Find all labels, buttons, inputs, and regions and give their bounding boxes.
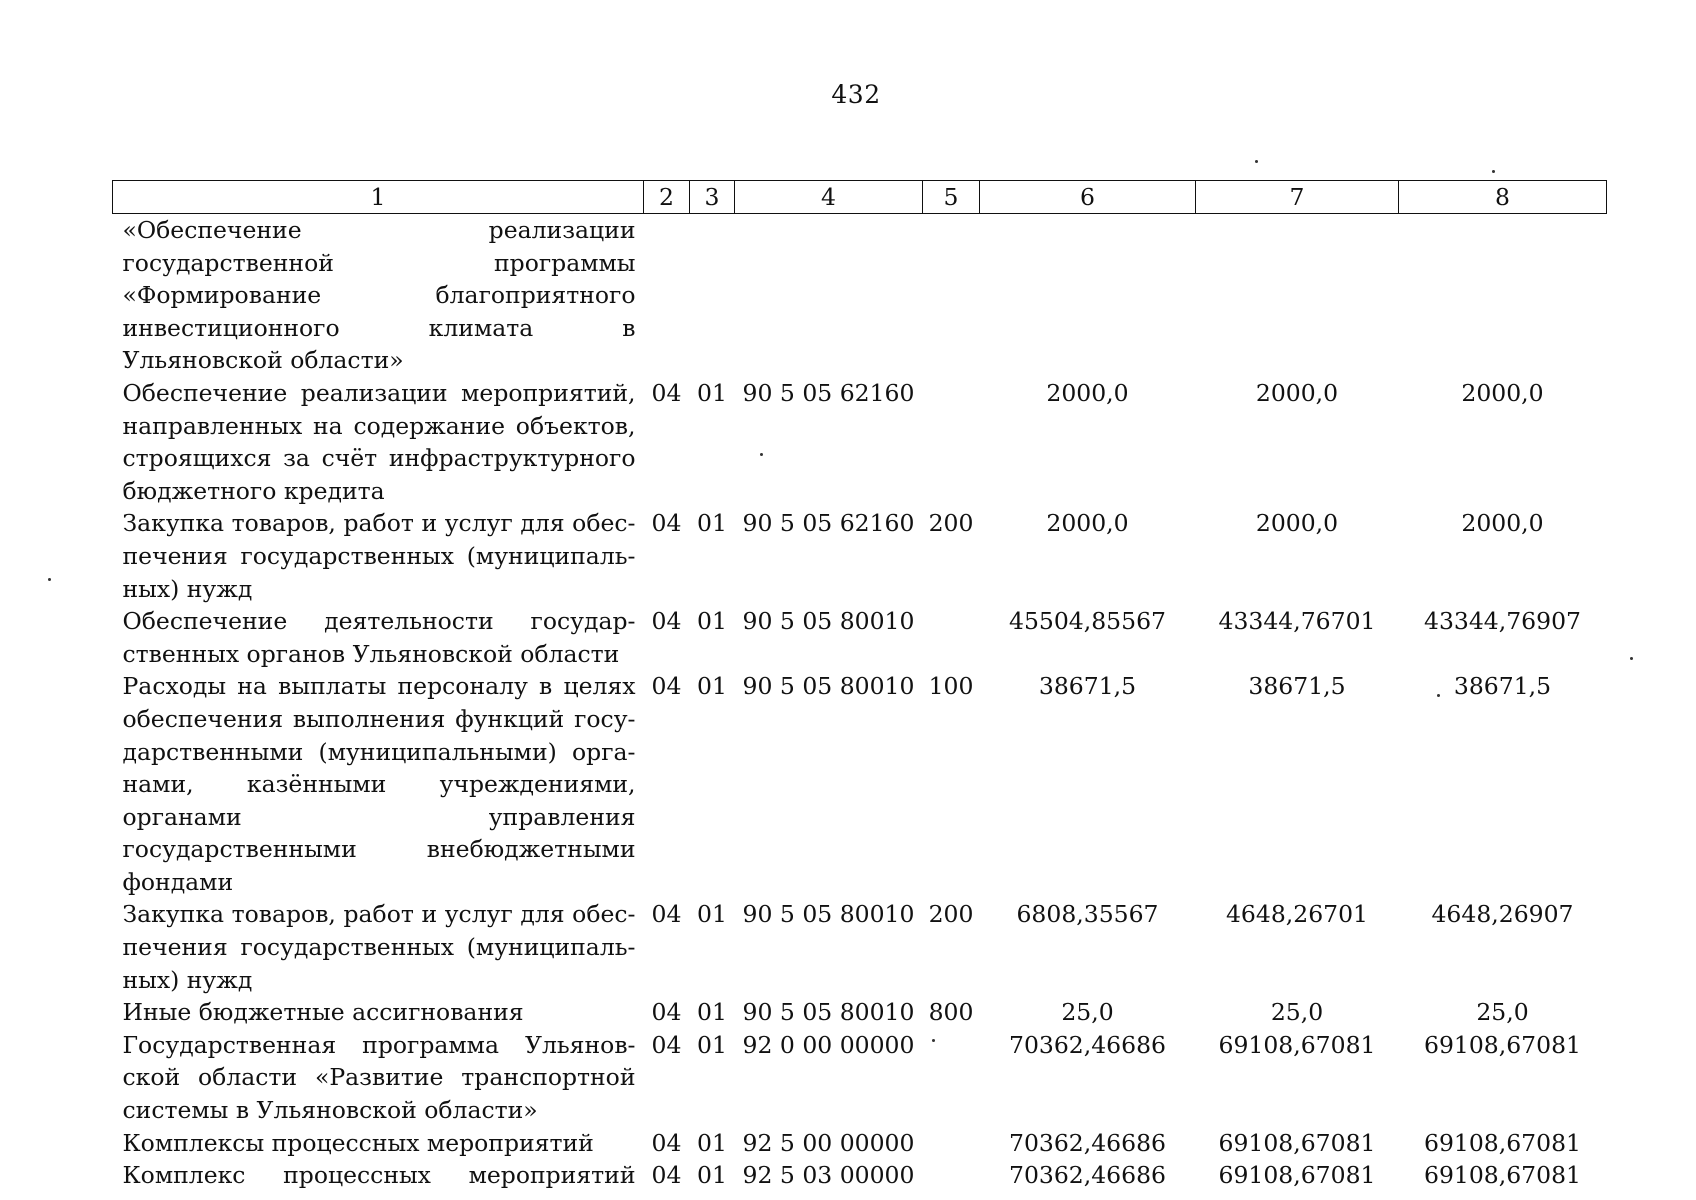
row-section: 04 xyxy=(651,998,682,1027)
row-type: 200 xyxy=(928,900,974,929)
row-value-8: 69108,67081 xyxy=(1424,1030,1581,1059)
row-section: 04 xyxy=(651,607,682,636)
row-name: Расходы на выплаты персоналу в целях обеспечения выполнения функций государственными (муниципальными) органами, казёнными учреждениями, органами управления государственными внебюджетными фондами xyxy=(122,672,636,896)
column-header: 7 xyxy=(1196,181,1399,214)
row-name: Государственная программа Ульяновской области «Развитие транспортной системы в Ульяновской области» xyxy=(122,1030,636,1125)
row-value-6: 25,0 xyxy=(1061,998,1114,1027)
table-row xyxy=(113,1159,1607,1192)
row-name: Комплексы процессных мероприятий xyxy=(122,1128,594,1157)
column-header: 1 xyxy=(113,181,644,214)
row-section: 04 xyxy=(651,378,682,407)
row-type xyxy=(923,377,980,507)
table-row xyxy=(113,214,1607,377)
row-value-8: 38671,5 xyxy=(1453,672,1552,701)
column-header: 6 xyxy=(980,181,1196,214)
scan-speck xyxy=(1437,694,1440,697)
table-row xyxy=(113,898,1607,996)
table-row xyxy=(113,670,1607,898)
table-body xyxy=(113,214,1607,1192)
row-code: 90 5 05 80010 xyxy=(742,900,915,929)
row-value-7: 69108,67081 xyxy=(1218,1128,1376,1157)
row-type xyxy=(923,214,980,377)
scan-speck xyxy=(1492,170,1495,173)
page-number: 432 xyxy=(831,80,881,109)
row-code: 92 5 03 00000 xyxy=(742,1161,915,1190)
row-code: 92 0 00 00000 xyxy=(742,1030,915,1059)
row-code: 90 5 05 62160 xyxy=(742,509,915,538)
scan-speck xyxy=(1255,160,1258,163)
row-code: 90 5 05 62160 xyxy=(742,378,915,407)
row-value-6: 70362,46686 xyxy=(1009,1128,1166,1157)
row-code: 90 5 05 80010 xyxy=(742,607,915,636)
row-value-6: 2000,0 xyxy=(1046,378,1129,407)
row-subsection: 01 xyxy=(697,900,727,929)
column-header: 5 xyxy=(923,181,980,214)
column-header: 2 xyxy=(644,181,690,214)
row-type xyxy=(923,605,980,670)
row-value-7: 69108,67081 xyxy=(1218,1030,1376,1059)
row-type xyxy=(923,1159,980,1192)
row-code: 90 5 05 80010 xyxy=(742,998,915,1027)
row-name: Закупка товаров, работ и услуг для обеспечения государственных (муниципальных) нужд xyxy=(122,509,636,603)
row-subsection: 01 xyxy=(697,1128,727,1157)
row-value-6: 70362,46686 xyxy=(1009,1161,1166,1190)
row-section: 04 xyxy=(651,509,682,538)
row-value-7: 25,0 xyxy=(1270,998,1324,1027)
row-subsection: 01 xyxy=(697,672,727,701)
row-value-6: 6808,35567 xyxy=(1016,900,1159,929)
row-value-7: 69108,67081 xyxy=(1218,1161,1376,1190)
row-value-8: 25,0 xyxy=(1476,998,1529,1027)
column-header: 8 xyxy=(1399,181,1607,214)
budget-table xyxy=(112,180,1607,1192)
row-value-6 xyxy=(980,214,1196,377)
row-section: 04 xyxy=(651,1030,682,1059)
row-subsection: 01 xyxy=(697,607,727,636)
row-section: 04 xyxy=(651,900,682,929)
row-section: 04 xyxy=(651,1128,682,1157)
row-value-8: 4648,26907 xyxy=(1431,900,1574,929)
row-value-8: 69108,67081 xyxy=(1424,1128,1581,1157)
row-type xyxy=(923,1029,980,1127)
column-header: 3 xyxy=(690,181,735,214)
row-value-6: 38671,5 xyxy=(1038,672,1137,701)
scan-speck xyxy=(48,578,51,581)
row-subsection: 01 xyxy=(697,1030,727,1059)
row-value-7: 2000,0 xyxy=(1255,509,1339,538)
row-name: Комплекс процессных мероприятий xyxy=(122,1161,636,1190)
row-subsection: 01 xyxy=(697,509,727,538)
row-subsection: 01 xyxy=(697,378,727,407)
row-value-8: 2000,0 xyxy=(1461,378,1544,407)
row-type: 800 xyxy=(928,998,974,1027)
row-value-8: 69108,67081 xyxy=(1424,1161,1581,1190)
table-row xyxy=(113,507,1607,605)
row-subsection: 01 xyxy=(697,1161,727,1190)
table-row xyxy=(113,996,1607,1029)
row-value-7 xyxy=(1196,214,1399,377)
row-subsection xyxy=(690,214,735,377)
row-subsection: 01 xyxy=(697,998,727,1027)
row-name: Закупка товаров, работ и услуг для обеспечения государственных (муниципальных) нужд xyxy=(122,900,636,994)
row-value-8: 2000,0 xyxy=(1461,509,1544,538)
table-row xyxy=(113,1029,1607,1127)
table-row xyxy=(113,377,1607,507)
row-name: Обеспечение деятельности государственных органов Ульяновской области xyxy=(122,607,636,668)
scan-speck xyxy=(760,453,763,456)
row-value-6: 70362,46686 xyxy=(1009,1030,1166,1059)
row-value-8 xyxy=(1399,214,1607,377)
row-code: 90 5 05 80010 xyxy=(742,672,915,701)
row-value-7: 43344,76701 xyxy=(1218,607,1376,636)
table-row xyxy=(113,605,1607,670)
row-value-7: 38671,5 xyxy=(1248,672,1346,701)
row-name: «Обеспечение реализации государственной программы «Формирование благоприятного инвестиционного климата в Ульяновской области» xyxy=(122,216,636,375)
row-value-6: 2000,0 xyxy=(1046,509,1129,538)
row-name: Обеспечение реализации мероприятий, направленных на содержание объектов, строящихся за счёт инфраструктурного бюджетного кредита xyxy=(122,378,636,505)
row-code: 92 5 00 00000 xyxy=(742,1128,915,1157)
row-section: 04 xyxy=(651,672,682,701)
row-section xyxy=(644,214,690,377)
scan-speck xyxy=(932,1039,935,1042)
table-header-row xyxy=(113,181,1607,214)
row-type: 200 xyxy=(928,509,974,538)
table-row xyxy=(113,1127,1607,1160)
row-value-6: 45504,85567 xyxy=(1009,607,1166,636)
column-header: 4 xyxy=(735,181,923,214)
row-type xyxy=(923,1127,980,1160)
row-value-8: 43344,76907 xyxy=(1424,607,1581,636)
row-name: Иные бюджетные ассигнования xyxy=(122,998,524,1027)
row-section: 04 xyxy=(651,1161,682,1190)
scan-speck xyxy=(1630,657,1633,660)
row-type: 100 xyxy=(928,672,974,701)
row-value-7: 2000,0 xyxy=(1255,378,1339,407)
row-value-7: 4648,26701 xyxy=(1225,900,1369,929)
row-code xyxy=(735,214,923,377)
